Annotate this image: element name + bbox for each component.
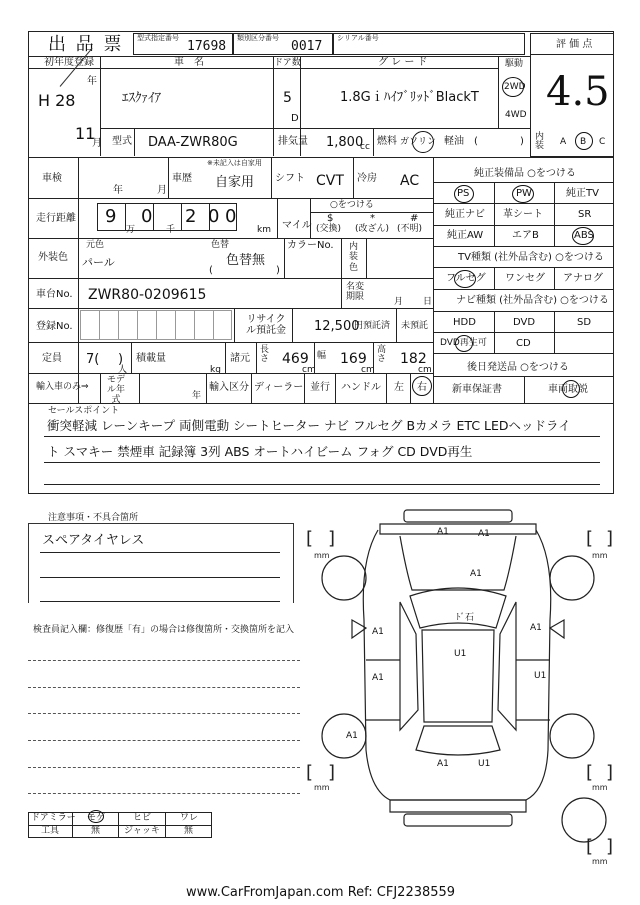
tbl-hibi: ヒビ [133,813,152,823]
mileage-kaizan: (改ざん) [355,224,390,234]
mm-rl: mm [314,783,330,792]
mileage-sen: 千 [166,225,176,235]
tbl-tools: 工具 [41,826,60,836]
mark-fl-door: A1 [372,627,384,637]
score-value: 4.5 [546,69,610,115]
mileage-dollar: $ [327,213,334,224]
katashiki-label: 型式指定番号 [137,34,179,42]
mileage-fumei: (不明) [397,224,423,234]
mileage-digit-5: 0 [225,206,237,227]
interior-label: 内装 [535,132,545,151]
recycle-unpaid: 未預託 [401,321,429,331]
car-damage-diagram [300,500,620,870]
mileage-koukan: (交換) [316,224,342,234]
mark-hood: A1 [470,569,482,579]
navi-dvd: DVD [513,317,536,328]
docs-title: 後日発送品 ○をつける [467,362,569,373]
capacity-label: 定員 [42,353,62,364]
notes-line1: スペアタイヤレス [42,533,145,548]
load-label: 積載量 [136,353,166,364]
equip-ps: PS [457,188,470,199]
equip-airbag: エアB [512,230,539,241]
sales-label: セールスポイント [48,406,120,416]
interior-c: C [599,137,606,147]
mm-rr: mm [592,783,608,792]
navi-cd: CD [516,338,531,349]
shareki-value: 自家用 [215,175,255,190]
bracket-sp-open: [ [586,836,594,857]
iroka-paren-open: ( [209,265,213,276]
interior-b: B [580,137,587,147]
mark-roof: U1 [454,649,467,659]
chassis-value: ZWR80-0209615 [88,287,207,303]
tbl-jack: ジャッキ [124,826,160,836]
capacity-close: ) [118,352,124,367]
capacity-value: 7( [86,352,100,367]
fuel-value: ガソリン [400,137,437,147]
cooler-label: 冷房 [357,173,377,184]
chassis-label: 車台No. [36,289,73,300]
drive-label: 駆動 [505,59,524,69]
sales-line2: ト スマキー 禁煙車 記録簿 3列 ABS オートハイビーム フォグ CD DVD再生 [47,444,473,459]
dims-label: 諸元 [230,353,250,364]
reg-label: 登録No. [36,321,73,332]
tv-oneseg: ワンセグ [505,273,545,284]
iroka-label: 色替 [211,240,230,250]
fuel-circle [412,131,434,153]
mark-fr-door: A1 [530,623,542,633]
mileage-digit-1: 9 [105,206,117,227]
height-value: 182 [400,351,427,367]
shareki-note: ※未記入は自家用 [207,159,262,167]
tbl-tools-value: 無 [91,826,101,836]
sheet-title: 出 品 票 [48,34,124,55]
handle-label: ハンドル [341,382,381,393]
recycle-value: 12,500 [314,319,360,334]
footer-ref: www.CarFromJapan.com Ref: CFJ2238559 [186,885,456,900]
score-label: 評 価 点 [556,39,593,50]
tbl-moge: モゲ [87,813,106,823]
mark-rr-door: U1 [534,671,547,681]
width-value: 169 [340,351,367,367]
mark-rear-bumper: A1 [437,759,449,769]
docs-manual: 車両取説 [548,384,588,395]
bracket-rr-close: ] [606,762,614,783]
height-cm: cm [418,365,432,375]
equip-sr: SR [578,209,592,220]
length-value: 469 [282,351,309,367]
moto-color-label: 元色 [86,240,105,250]
drive-2wd-circle [502,77,524,97]
width-label: 幅 [317,351,327,361]
shaken-year-unit: 年 [113,185,123,196]
import-dealer: ディーラー [254,382,304,393]
meigi-day: 日 [423,297,433,307]
ruibetsu-label: 類別区分番号 [237,34,279,42]
navi-hdd: HDD [453,317,476,328]
equip-pw: PW [516,188,532,199]
first-reg-era: H 28 [38,91,76,110]
equip-tv: 純正TV [566,188,599,199]
model-year-label: モデル年式 [106,375,125,405]
drive-2wd: 2WD [504,82,526,92]
equip-abs: ABS [574,230,594,241]
import-only: 輸入車のみ⇒ [36,382,89,392]
equip-navi: 純正ナビ [445,209,485,220]
bracket-fl-close: ] [328,528,336,549]
equip-title: 純正装備品 ○をつける [474,168,576,179]
displacement-value: 1,800 [326,135,364,150]
import-cat: 輸入区分 [209,382,249,393]
import-parallel: 並行 [310,382,330,393]
cooler-value: AC [400,173,420,189]
recycle-label: リサイクル預託金 [246,314,286,336]
month-unit: 月 [92,138,102,149]
tv-analog: アナログ [563,273,603,284]
ruibetsu-value: 0017 [291,39,323,54]
tv-title: TV種類 (社外品含む) ○をつける [458,252,604,263]
shaken-label: 車検 [42,173,62,184]
mm-sp: mm [592,857,608,866]
serial-label: シリアル番号 [337,34,379,42]
iroka-paren-close: ) [276,265,280,276]
bracket-fr-open: [ [586,528,594,549]
tv-fullseg: フルセグ [446,273,486,284]
mileage-mark-label: ○をつける [330,200,374,210]
year-unit: 年 [87,76,97,87]
doors-label: ドア数 [274,58,301,68]
model-year-nen: 年 [192,391,202,401]
mileage-digit-2: 0 [141,206,153,227]
displacement-unit: cc [360,142,370,152]
equip-leather: 革シート [503,209,543,220]
shaken-month-unit: 月 [157,185,167,196]
notes-label: 注意事項・不具合箇所 [48,513,139,523]
height-label: 高さ [377,345,387,365]
mileage-man: 万 [126,225,136,235]
car-name-value: ｴｽｸｧｲｱ [122,91,161,106]
load-kg: kg [210,365,221,375]
shift-label: シフト [275,173,305,184]
tbl-ware: ワレ [180,813,199,823]
handle-left: 左 [394,382,404,393]
bracket-sp-close: ] [606,836,614,857]
color-no-label: カラーNo. [287,240,334,251]
diesel-paren-open: ( [474,136,478,147]
mark-rl-door: A1 [372,673,384,683]
fuel-label: 燃料 [377,136,397,147]
shareki-label: 車歴 [172,173,192,184]
handle-right-circle [412,376,432,396]
bracket-fl-open: [ [306,528,314,549]
equip-aw: 純正AW [447,230,484,241]
mileage-star: * [370,213,375,224]
iroka-value: 色替無 [226,253,266,268]
bracket-rr-open: [ [586,762,594,783]
navi-dvd-play: DVD再生可 [440,338,487,348]
width-cm: cm [361,365,375,375]
grade-label: グ レ ー ド [378,57,428,68]
model-label: 型式 [112,136,132,147]
mileage-mile: マイル [282,220,312,231]
mileage-digit-3: 2 [185,206,197,227]
recycle-unit: 円預託済 [354,321,391,331]
capacity-unit: 人 [118,365,128,375]
bracket-fr-close: ] [606,528,614,549]
first-reg-label: 初年度登録 [44,57,94,68]
doors-sub: D [291,113,299,124]
mark-windshield: ﾄﾞ石 [456,613,475,623]
first-reg-month: 11 [75,124,96,143]
inspector-label: 検査員記入欄：修復歴「有」の場合は修復箇所・交換箇所を記入 [33,625,295,635]
bracket-rl-close: ] [328,762,336,783]
grade-value: 1.8GｉﾊｲﾌﾞﾘｯﾄﾞBlackT [340,90,479,105]
mm-fr: mm [592,551,608,560]
model-value: DAA-ZWR80G [148,135,238,150]
sales-line1: 衝突軽減 レーンキープ 両側電動 シートヒーター ナビ フルセグ Bカメラ ETC LEDヘッドライ [47,418,571,433]
docs-warranty: 新車保証書 [452,384,502,395]
mark-rear: U1 [478,759,491,769]
interior-a: A [560,137,567,147]
car-name-label: 車 名 [174,57,204,68]
diesel-paren-close: ) [520,136,524,147]
mark-rl-fender: A1 [346,731,358,741]
mm-fl: mm [314,551,330,560]
mileage-digit-4: 0 [208,206,220,227]
mark-bumper-2: A1 [478,529,490,539]
mileage-sharp: # [410,213,419,224]
length-label: 長さ [260,345,270,365]
displacement-label: 排気量 [278,136,308,147]
tbl-mirror: ドアミラー [31,813,76,823]
length-cm: cm [302,365,316,375]
naiso-label: 内装色 [349,242,359,273]
navi-sd: SD [577,317,592,328]
doors-value: 5 [283,90,292,106]
katashiki-value: 17698 [187,39,227,54]
meigi-label: 名変期限 [346,282,365,303]
navi-title: ナビ種類 (社外品含む) ○をつける [456,295,609,306]
handle-right: 右 [417,382,427,393]
color-label: 外装色 [38,252,68,263]
bracket-rl-open: [ [306,762,314,783]
mileage-label: 走行距離 [36,213,76,224]
mileage-km: km [257,225,271,235]
diesel-label: 軽油 [444,136,464,147]
tbl-jack-value: 無 [184,826,194,836]
interior-b-circle [575,132,593,150]
drive-4wd: 4WD [505,110,527,120]
mark-bumper-1: A1 [437,527,449,537]
shift-value: CVT [316,173,344,189]
meigi-month: 月 [394,297,404,307]
moto-color-value: パール [82,256,115,269]
